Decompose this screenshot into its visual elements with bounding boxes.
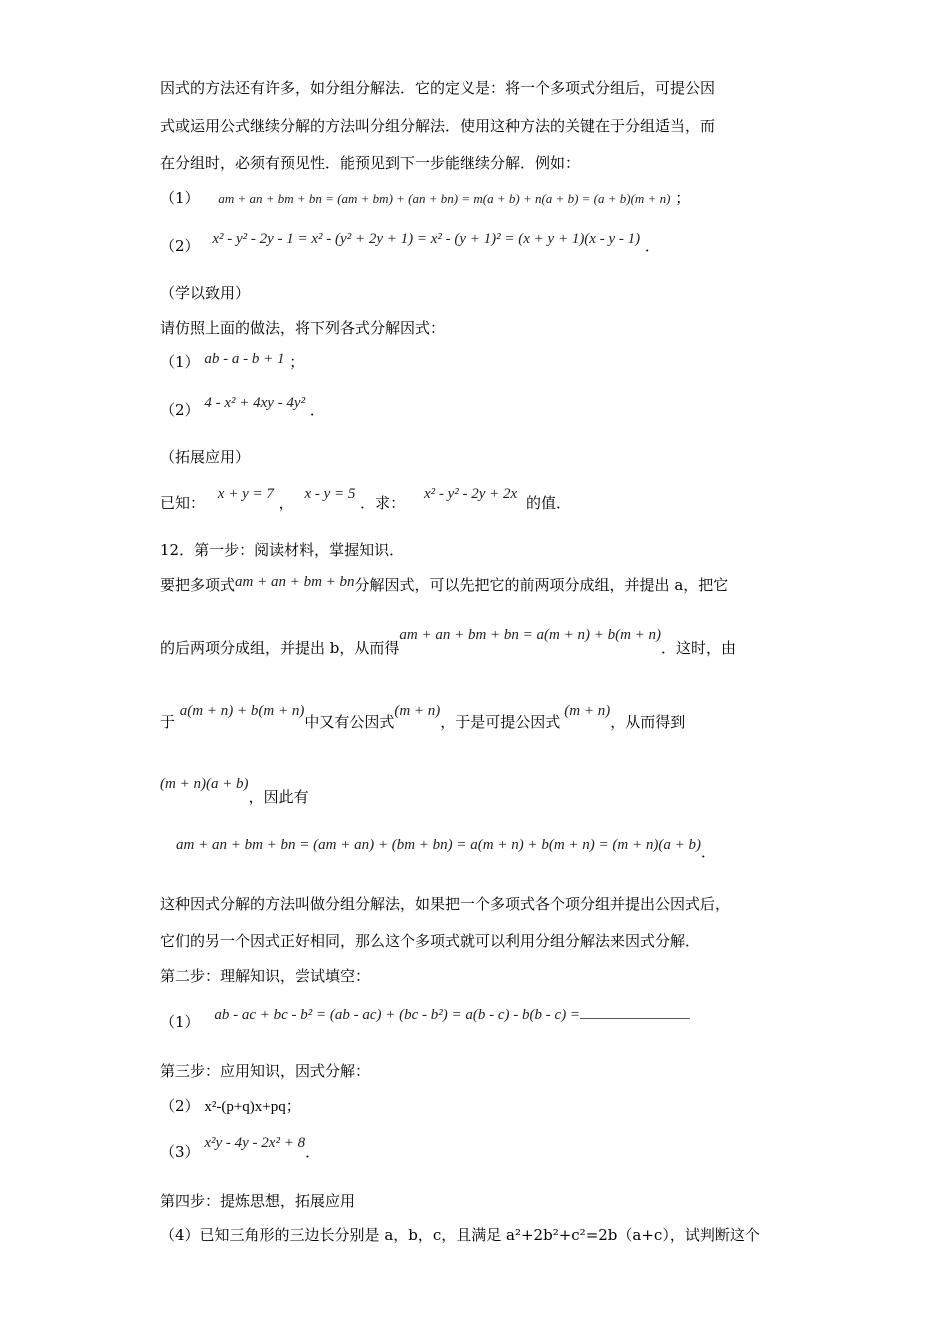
step-3-q2-expression: x²-(p+q)x+pq； <box>204 1099 301 1115</box>
example-2 <box>160 228 660 255</box>
apply-question-2 <box>160 392 325 419</box>
step-4-heading: 第四步：提炼思想，拓展应用 <box>160 1192 356 1210</box>
q12-p5-formula: am + an + bm + bn = (am + an) + (bm + bn) = a(m + n) + b(m + n) = (m + n)(a + b) <box>176 837 701 853</box>
step-2-question-1 <box>160 1004 690 1031</box>
q12-paragraph-5 <box>176 834 716 861</box>
example-2-number: （2） <box>160 237 200 255</box>
intro-line-1: 因式的方法还有许多，如分组分解法．它的定义是：将一个多项式分组后，可提公因 <box>160 79 716 97</box>
apply-question-1 <box>160 352 304 373</box>
example-1-number: （1） <box>160 189 200 207</box>
extend-ask: ．求： <box>360 494 406 512</box>
q12-paragraph-3 <box>160 700 686 731</box>
step-3-q3-end: ． <box>305 1143 321 1161</box>
example-1-formula: am + an + bm + bn = (am + bm) + (an + bn) = m(a + b) + n(a + b) = (a + b)(m + n) <box>218 191 671 206</box>
step-2-q1-number: （1） <box>160 1013 200 1031</box>
q12-p1-formula: am + an + bm + bn <box>235 574 355 590</box>
apply-heading: （学以致用） <box>160 284 251 302</box>
q12-paragraph-2 <box>160 624 737 657</box>
extend-heading: （拓展应用） <box>160 448 251 466</box>
step-3-heading: 第三步：应用知识，因式分解： <box>160 1062 371 1080</box>
q12-paragraph-1 <box>160 575 728 596</box>
q12-p3-text-c: ，于是可提公因式 <box>440 713 561 731</box>
q12-p5-end: ． <box>700 843 716 861</box>
example-2-end: ． <box>644 237 660 255</box>
example-2-formula: x² - y² - 2y - 1 = x² - (y² + 2y + 1) = x² - (y + 1)² = (x + y + 1)(x - y - 1) <box>212 231 641 247</box>
extend-expression: x² - y² - 2y + 2x <box>423 486 518 502</box>
step-2-heading: 第二步：理解知识，尝试填空： <box>160 967 371 985</box>
q12-paragraph-4 <box>160 773 309 806</box>
q12-paragraph-6: 这种因式分解的方法叫做分组分解法，如果把一个多项式各个项分组并提出公因式后， <box>160 895 731 913</box>
apply-q2-number: （2） <box>160 401 200 419</box>
q12-p3-text-d: ，从而得到 <box>610 713 686 731</box>
apply-prompt: 请仿照上面的做法，将下列各式分解因式： <box>160 319 446 337</box>
q12-p4-formula: (m + n)(a + b) <box>160 776 249 792</box>
q12-p1-text-a: 要把多项式 <box>160 576 236 594</box>
q12-p1-text-b: 分解因式，可以先把它的前两项分成组，并提出 a，把它 <box>354 576 729 594</box>
extend-comma: ， <box>278 494 294 512</box>
apply-q2-end: ． <box>309 401 325 419</box>
extend-problem <box>160 483 571 512</box>
step-3-q3-number: （3） <box>160 1143 200 1161</box>
step-2-q1-formula: ab - ac + bc - b² = (ab - ac) + (bc - b²) = a(b - c) - b(b - c) = <box>214 1007 581 1023</box>
example-1-end: ； <box>675 189 691 207</box>
step-3-question-2 <box>160 1096 301 1117</box>
q12-p3-text-b: 中又有公因式 <box>304 713 395 731</box>
step-3-question-3 <box>160 1132 321 1161</box>
step-2-answer-blank[interactable] <box>580 1004 690 1019</box>
q12-p3-formula-3: (m + n) <box>564 703 611 719</box>
q12-title: 12．第一步：阅读材料，掌握知识． <box>160 541 405 559</box>
intro-line-2: 式或运用公式继续分解的方法叫分组分解法．使用这种方法的关键在于分组适当，而 <box>160 117 716 135</box>
apply-q1-formula: ab - a - b + 1 <box>204 351 285 367</box>
apply-q2-formula: 4 - x² + 4xy - 4y² <box>204 395 306 411</box>
q12-p2-formula: am + an + bm + bn = a(m + n) + b(m + n) <box>399 627 662 643</box>
q12-p2-text-b: ．这时，由 <box>661 639 737 657</box>
step-3-q3-formula: x²y - 4y - 2x² + 8 <box>204 1135 306 1151</box>
step-3-q2-number: （2） <box>160 1097 200 1115</box>
q12-p3-formula-1: a(m + n) + b(m + n) <box>179 703 305 719</box>
example-1 <box>160 188 690 209</box>
extend-condition-1: x + y = 7 <box>217 486 274 502</box>
apply-q1-number: （1） <box>160 353 200 371</box>
extend-condition-2: x - y = 5 <box>304 486 356 502</box>
q12-p3-text-a: 于 <box>160 713 176 731</box>
apply-q1-end: ； <box>289 353 305 371</box>
q12-paragraph-7: 它们的另一个因式正好相同，那么这个多项式就可以利用分组分解法来因式分解． <box>160 932 701 950</box>
q12-p4-text: ，因此有 <box>248 788 309 806</box>
step-4-question-4: （4）已知三角形的三边长分别是 a，b，c，且满足 a²+2b²+c²=2b（a+c），试判断这个 <box>160 1226 760 1244</box>
q12-p2-text-a: 的后两项分成组，并提出 b，从而得 <box>160 639 400 657</box>
extend-known: 已知： <box>160 494 206 512</box>
extend-tail: 的值． <box>525 494 571 512</box>
q12-p3-formula-2: (m + n) <box>394 703 441 719</box>
intro-line-3: 在分组时，必须有预见性．能预见到下一步能继续分解．例如： <box>160 154 581 172</box>
